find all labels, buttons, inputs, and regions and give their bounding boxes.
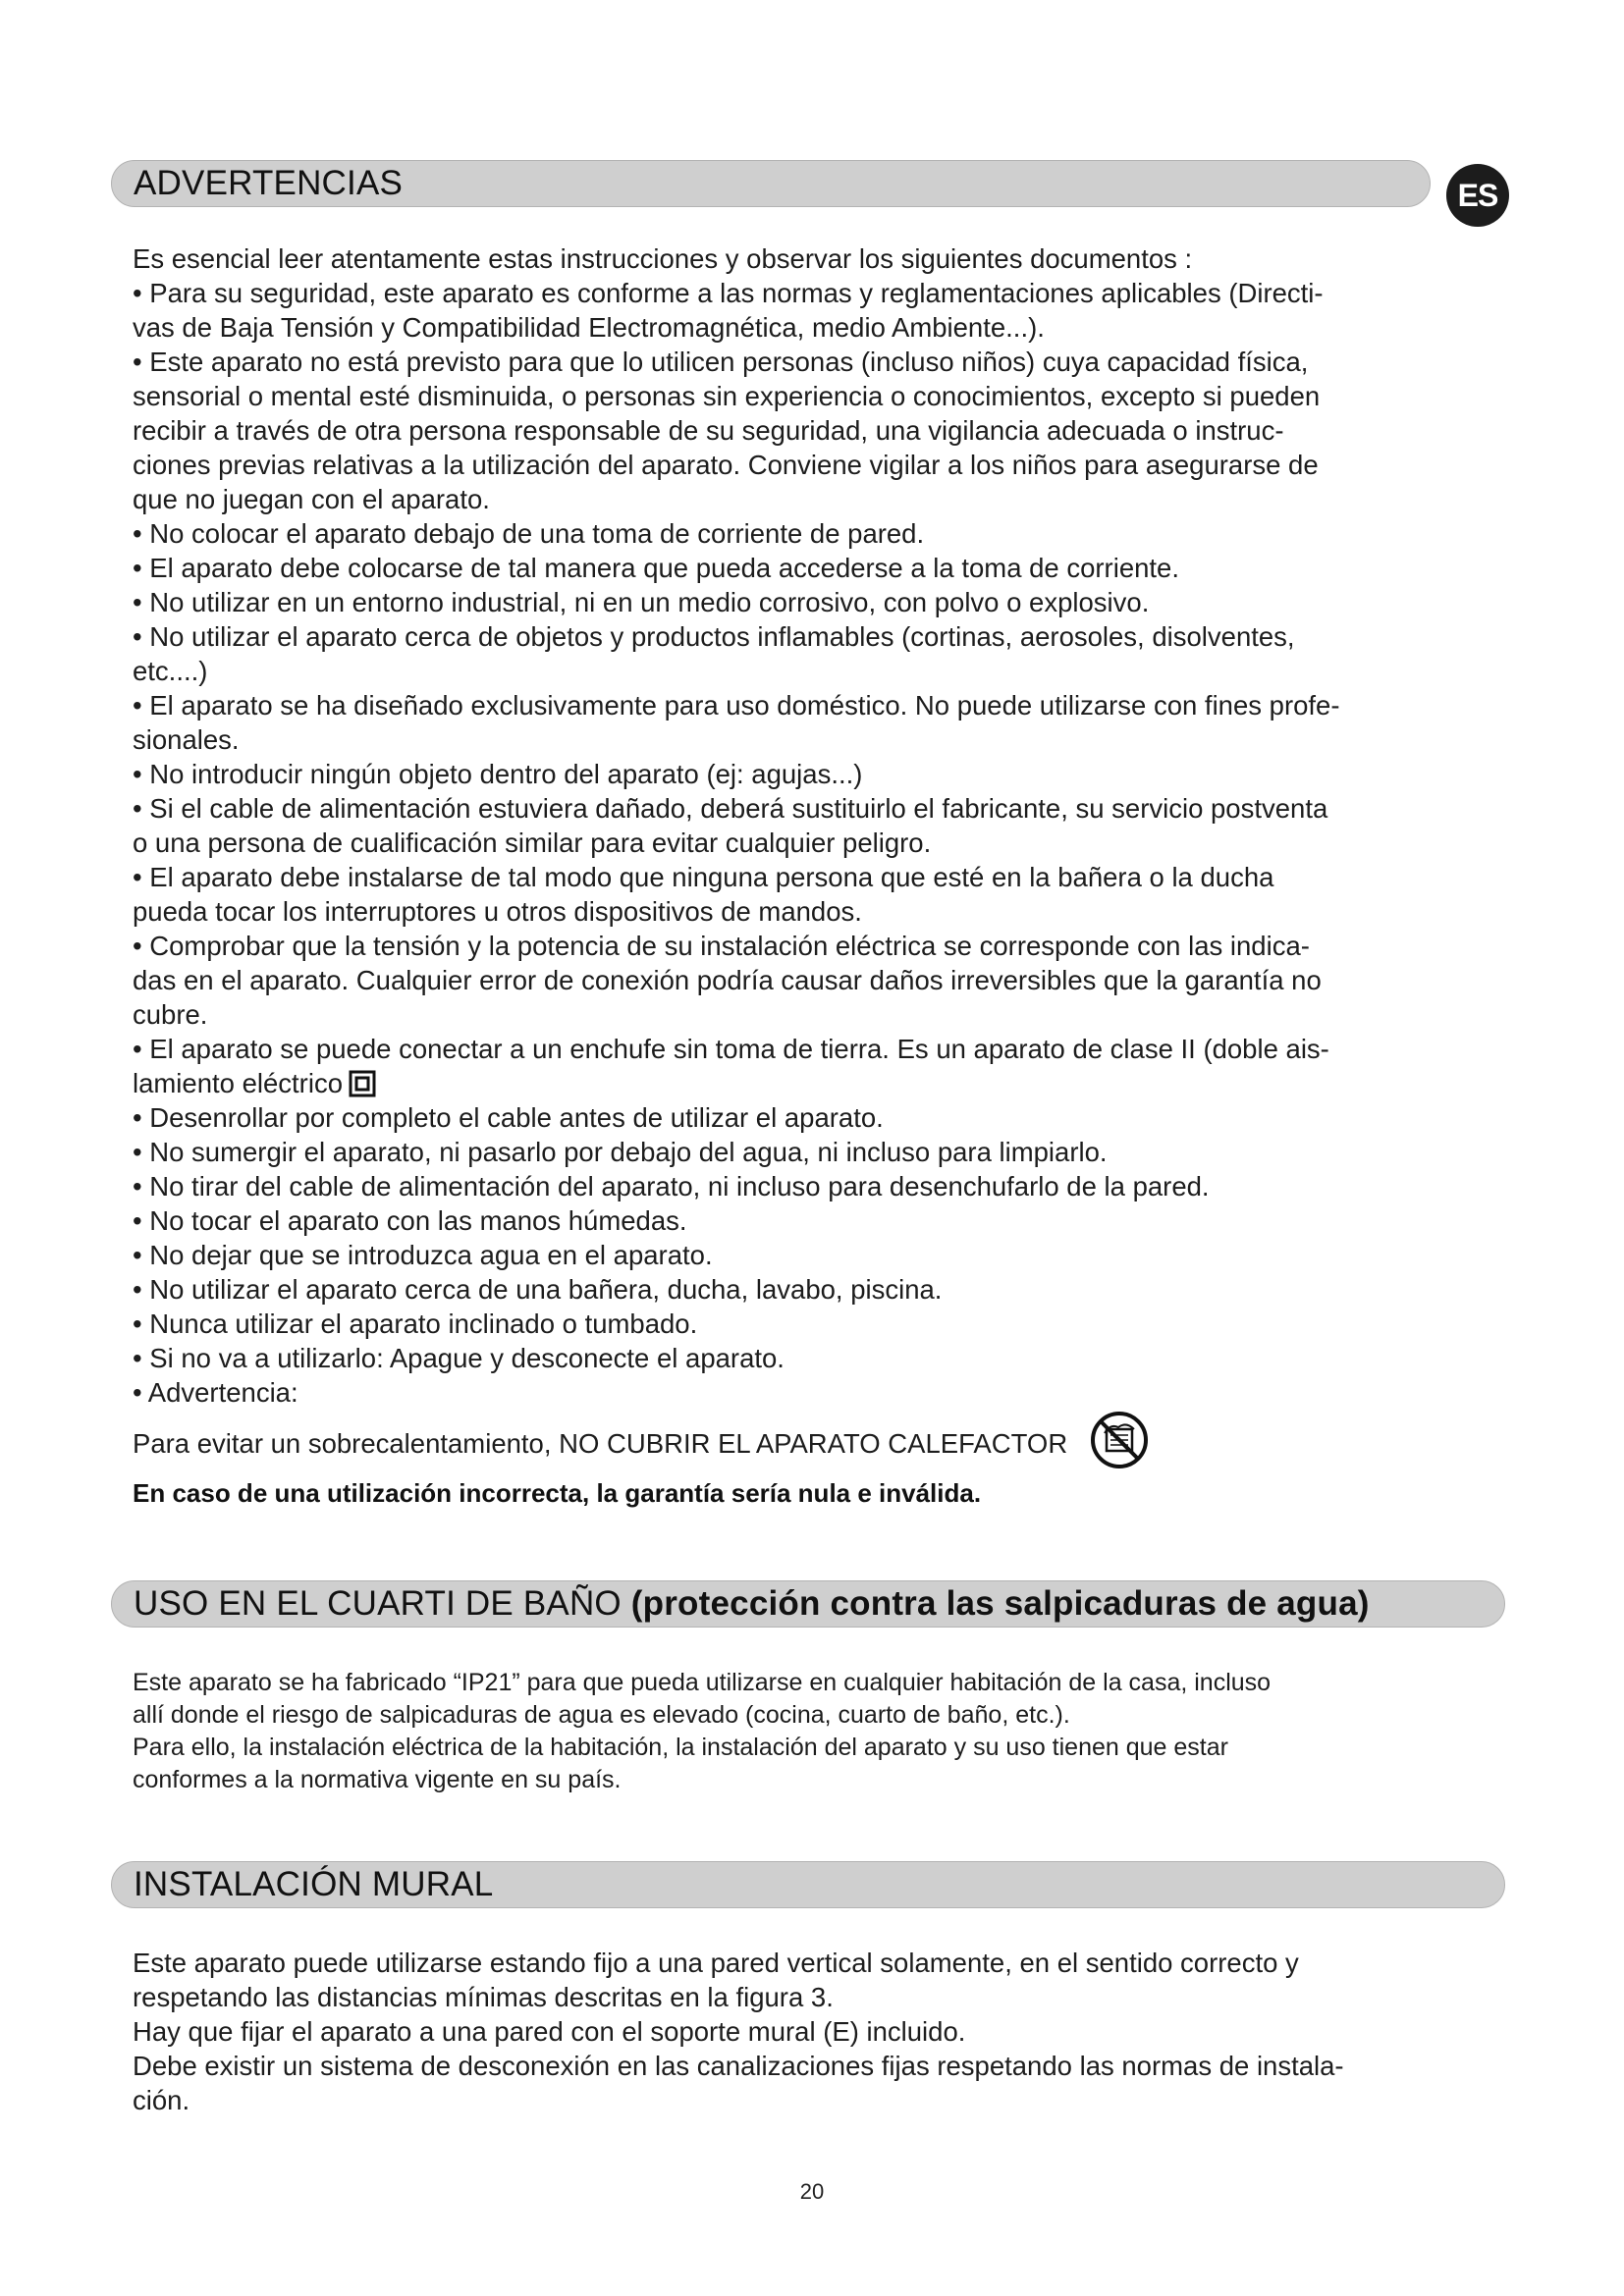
text-line: sionales.: [133, 724, 240, 755]
text-line: Este aparato se ha fabricado “IP21” para que pueda utilizarse en cualquier habitación de la casa, incluso: [133, 1669, 1272, 1696]
text-line: • Este aparato no está previsto para que lo utilicen personas (incluso niños) cuya capacidad física,: [133, 347, 1309, 377]
text-line: • El aparato se puede conectar a un enchufe sin toma de tierra. Es un aparato de clase II (doble ais-: [133, 1034, 1329, 1064]
text-line: • No utilizar en un entorno industrial, ni en un medio corrosivo, con polvo o explosivo.: [133, 587, 1150, 617]
text-line: • Advertencia:: [133, 1377, 298, 1408]
text-line: sensorial o mental esté disminuida, o personas sin experiencia o conocimientos, excepto si pueden: [133, 381, 1321, 411]
text-line: • No introducir ningún objeto dentro del aparato (ej: agujas...): [133, 759, 863, 789]
text-line: que no juegan con el aparato.: [133, 484, 490, 514]
class-ii-double-square-icon: [349, 1070, 376, 1097]
text-line: Es esencial leer atentamente estas instrucciones y observar los siguientes documentos :: [133, 243, 1193, 274]
text-line: das en el aparato. Cualquier error de conexión podría causar daños irreversibles que la garantía no: [133, 965, 1322, 995]
text-line: • Desenrollar por completo el cable antes de utilizar el aparato.: [133, 1102, 884, 1133]
text-line: • Para su seguridad, este aparato es conforme a las normas y reglamentaciones aplicables (Directi-: [133, 278, 1324, 308]
text-line: recibir a través de otra persona responsable de su seguridad, una vigilancia adecuada o instruc-: [133, 415, 1284, 446]
page-number: 20: [799, 2179, 825, 2204]
do-not-cover-icon: [1089, 1410, 1150, 1470]
mural-header: [111, 1861, 1505, 1908]
bano-title: [134, 1584, 1370, 1624]
text-line: • No sumergir el aparato, ni pasarlo por debajo del agua, ni incluso para limpiarlo.: [133, 1137, 1108, 1167]
text-line: respetando las distancias mínimas descritas en la figura 3.: [133, 1982, 834, 2012]
advertencias-header: [111, 160, 1431, 207]
bano-body: [133, 1667, 1507, 1796]
text-line: • Si el cable de alimentación estuviera dañado, deberá sustituirlo el fabricante, su servicio postventa: [133, 793, 1328, 824]
text-line: cubre.: [133, 999, 208, 1030]
text-line: • No dejar que se introduzca agua en el aparato.: [133, 1240, 713, 1270]
bano-header: [111, 1580, 1505, 1628]
text-line: • No colocar el aparato debajo de una toma de corriente de pared.: [133, 518, 925, 549]
text-line: Este aparato puede utilizarse estando fijo a una pared vertical solamente, en el sentido correcto y: [133, 1948, 1299, 1978]
class-ii-text: lamiento eléctrico: [133, 1068, 343, 1098]
advertencias-body: [133, 241, 1507, 1470]
text-line: • Comprobar que la tensión y la potencia de su instalación eléctrica se corresponde con las indica-: [133, 931, 1310, 961]
text-line: allí donde el riesgo de salpicaduras de agua es elevado (cocina, cuarto de baño, etc.).: [133, 1701, 1070, 1729]
advertencias-title: ADVERTENCIAS: [134, 164, 404, 202]
text-line: • No utilizar el aparato cerca de objetos y productos inflamables (cortinas, aerosoles, disolventes,: [133, 621, 1295, 652]
text-line: • No utilizar el aparato cerca de una bañera, ducha, lavabo, piscina.: [133, 1274, 943, 1305]
warranty-warning: En caso de una utilización incorrecta, la garantía sería nula e inválida.: [133, 1478, 982, 1508]
text-line: • Nunca utilizar el aparato inclinado o tumbado.: [133, 1308, 698, 1339]
text-line: Para ello, la instalación eléctrica de la habitación, la instalación del aparato y su uso tienen que estar: [133, 1734, 1228, 1761]
text-line: vas de Baja Tensión y Compatibilidad Electromagnética, medio Ambiente...).: [133, 312, 1045, 343]
class-ii-line: [133, 1066, 1507, 1100]
text-line: conformes a la normativa vigente en su país.: [133, 1766, 622, 1793]
text-line: pueda tocar los interruptores u otros dispositivos de mandos.: [133, 896, 862, 927]
text-line: ción.: [133, 2085, 190, 2115]
text-line: Debe existir un sistema de desconexión en las canalizaciones fijas respetando las normas de instala-: [133, 2051, 1344, 2081]
text-line: ciones previas relativas a la utilización del aparato. Conviene vigilar a los niños para asegurarse de: [133, 450, 1319, 480]
bano-title-subtitle: (protección contra las salpicaduras de agua): [630, 1584, 1370, 1623]
text-line: • El aparato debe colocarse de tal manera que pueda accederse a la toma de corriente.: [133, 553, 1179, 583]
text-line: • No tocar el aparato con las manos húmedas.: [133, 1205, 687, 1236]
text-line: Hay que fijar el aparato a una pared con el soporte mural (E) incluido.: [133, 2016, 966, 2047]
text-line: etc....): [133, 656, 208, 686]
text-line: • No tirar del cable de alimentación del aparato, ni incluso para desenchufarlo de la pared.: [133, 1171, 1210, 1201]
text-line: • El aparato se ha diseñado exclusivamente para uso doméstico. No puede utilizarse con fines profe-: [133, 690, 1340, 721]
text-line: • El aparato debe instalarse de tal modo que ninguna persona que esté en la bañera o la ducha: [133, 862, 1274, 892]
cover-warning-text: Para evitar un sobrecalentamiento, NO CUBRIR EL APARATO CALEFACTOR: [133, 1428, 1068, 1459]
bano-title-main: USO EN EL CUARTI DE BAÑO: [134, 1584, 622, 1623]
language-badge: ES: [1446, 164, 1509, 227]
cover-warning-line: [133, 1410, 1507, 1470]
text-line: • Si no va a utilizarlo: Apague y desconecte el aparato.: [133, 1343, 785, 1373]
mural-title: INSTALACIÓN MURAL: [134, 1865, 494, 1903]
text-line: o una persona de cualificación similar para evitar cualquier peligro.: [133, 828, 932, 858]
mural-body: [133, 1946, 1507, 2117]
